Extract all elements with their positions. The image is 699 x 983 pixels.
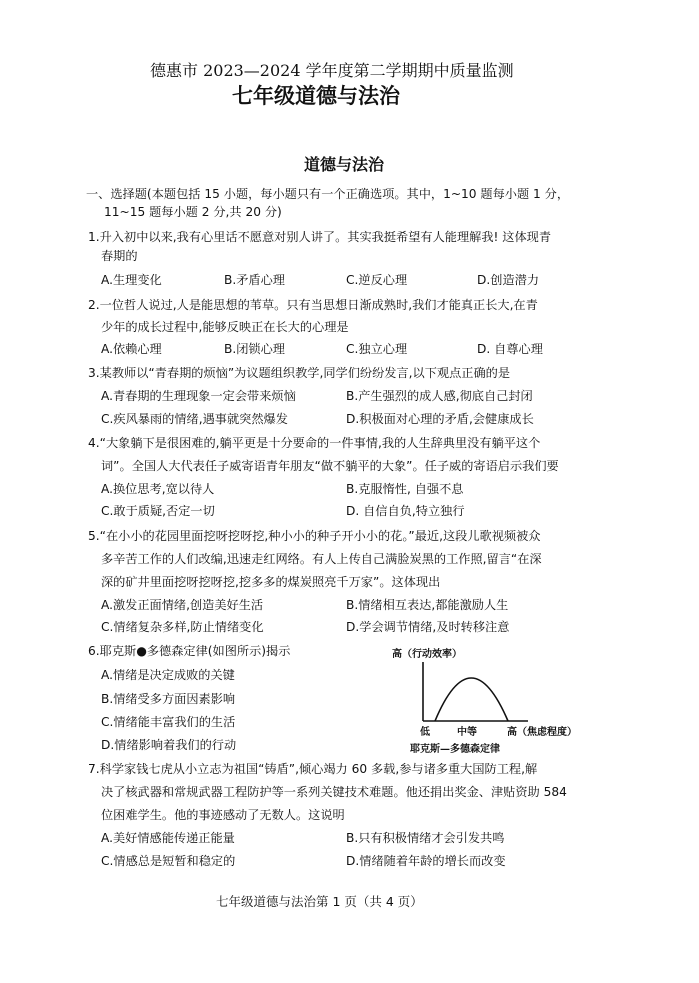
question-stem: 词”。全国人大代表任子威寄语青年朋友“做不躺平的大象”。任子威的寄语启示我们要	[101, 459, 559, 473]
figure-x-label-high: 高（焦虑程度）	[507, 727, 577, 738]
instructions-line1: 一、选择题(本题包括 15 小题，每小题只有一个正确选项。其中，1~10 题每小题 1 分，	[86, 187, 570, 201]
page-footer: 七年级道德与法治第 1 页（共 4 页）	[216, 894, 423, 909]
figure-curve	[435, 678, 508, 721]
question-stem: 春期的	[101, 249, 138, 263]
option-a: A.激发正面情绪,创造美好生活	[101, 598, 264, 612]
option-b: B.情绪相互表达,都能激励人生	[346, 598, 509, 612]
option-d: D.学会调节情绪,及时转移注意	[346, 620, 510, 634]
option-a: A.美好情感能传递正能量	[101, 831, 235, 845]
option-b: B.矛盾心理	[224, 273, 285, 287]
option-c: C.情绪复杂多样,防止情绪变化	[101, 620, 264, 634]
figure-x-label-mid: 中等	[457, 727, 477, 738]
exam-header-subject: 七年级道德与法治	[232, 84, 400, 108]
option-d: D. 自信自负,特立独行	[346, 504, 465, 518]
question-stem: 5.“在小小的花园里面挖呀挖呀挖,种小小的种子开小小的花。”最近,这段儿歌视频被众	[88, 529, 541, 543]
option-b: B.克服惰性, 自强不息	[346, 482, 464, 496]
option-d: D.情绪影响着我们的行动	[101, 738, 237, 752]
question-stem: 少年的成长过程中,能够反映正在长大的心理是	[101, 320, 349, 334]
option-b: B.情绪受多方面因素影响	[101, 692, 236, 706]
instructions-line2: 11~15 题每小题 2 分,共 20 分)	[104, 205, 282, 219]
question-stem: 多辛苦工作的人们改编,迅速走红网络。有人上传自己满脸炭黑的工作照,留言“在深	[101, 552, 542, 566]
option-c: C.疾风暴雨的情绪,遇事就突然爆发	[101, 412, 288, 426]
section-title: 道德与法治	[304, 155, 385, 174]
option-d: D. 自尊心理	[477, 342, 543, 356]
yerkes-dodson-figure	[380, 645, 620, 760]
option-c: C.敢于质疑,否定一切	[101, 504, 215, 518]
option-b: B.闭锁心理	[224, 342, 285, 356]
question-stem: 1.升入初中以来,我有心里话不愿意对别人讲了。其实我挺希望有人能理解我! 这体现青	[88, 230, 552, 244]
figure-x-label-low: 低	[420, 727, 430, 738]
option-b: B.产生强烈的成人感,彻底自己封闭	[346, 389, 533, 403]
question-stem: 7.科学家钱七虎从小立志为祖国“铸盾”,倾心竭力 60 多载,参与诸多重大国防工程,解	[88, 762, 538, 776]
question-stem: 6.耶克斯●多德森定律(如图所示)揭示	[88, 644, 291, 658]
exam-header-line1: 德惠市 2023—2024 学年度第二学期期中质量监测	[150, 61, 514, 80]
option-a: A.青春期的生理现象一定会带来烦恼	[101, 389, 296, 403]
question-stem: 3.某教师以“青春期的烦恼”为议题组织教学,同学们纷纷发言,以下观点正确的是	[88, 366, 511, 380]
option-d: D.积极面对心理的矛盾,会健康成长	[346, 412, 534, 426]
option-d: D.创造潜力	[477, 273, 540, 287]
option-a: A.依赖心理	[101, 342, 162, 356]
option-c: C.独立心理	[346, 342, 408, 356]
option-c: C.逆反心理	[346, 273, 408, 287]
figure-caption: 耶克斯—多德森定律	[410, 744, 500, 755]
option-d: D.情绪随着年龄的增长而改变	[346, 854, 506, 868]
option-c: C.情感总是短暂和稳定的	[101, 854, 236, 868]
question-stem: 决了核武器和常规武器工程防护等一系列关键技术难题。他还捐出奖金、津贴资助 584	[101, 785, 567, 799]
question-stem: 4.“大象躺下是很困难的,躺平更是十分要命的一件事情,我的人生辞典里没有躺平这个	[88, 436, 541, 450]
question-stem: 位困难学生。他的事迹感动了无数人。这说明	[101, 808, 345, 822]
figure-y-label: 高（行动效率）	[392, 649, 462, 660]
option-a: A.情绪是决定成败的关键	[101, 668, 235, 682]
question-stem: 深的矿井里面挖呀挖呀挖,挖多多的煤炭照亮千万家”。这体现出	[101, 575, 441, 589]
option-b: B.只有积极情绪才会引发共鸣	[346, 831, 505, 845]
option-c: C.情绪能丰富我们的生活	[101, 715, 236, 729]
option-a: A.换位思考,宽以待人	[101, 482, 215, 496]
option-a: A.生理变化	[101, 273, 162, 287]
question-stem: 2.一位哲人说过,人是能思想的苇草。只有当思想日渐成熟时,我们才能真正长大,在青	[88, 298, 538, 312]
